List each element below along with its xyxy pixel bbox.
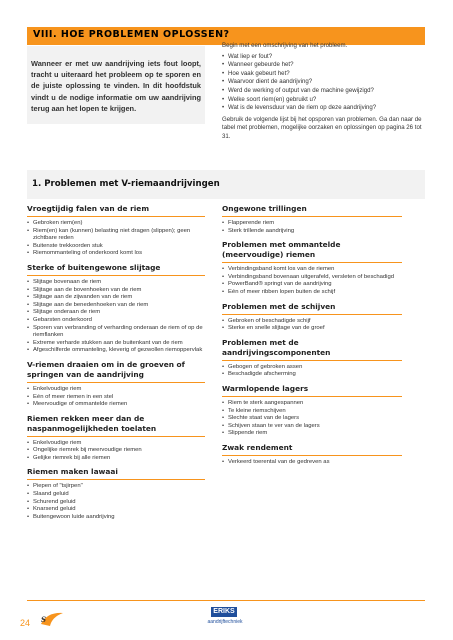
problem-item: • Slijtage onderaan de riem: [27, 309, 205, 317]
problem-item: • Meervoudige of ommantelde riemen: [27, 401, 205, 409]
problem-item: • Schurend geluid: [27, 499, 205, 507]
problem-item: • Slechte staat van de lagers: [222, 415, 402, 423]
problem-group: [27, 360, 205, 409]
problem-item: • Slijtage aan de benedenhoeken van de riem: [27, 302, 205, 310]
problem-group-heading: Problemen met ommantelde (meervoudige) riemen: [222, 240, 402, 263]
problem-group: [27, 263, 205, 355]
problem-group-heading: Ongewone trillingen: [222, 204, 402, 217]
problem-group-heading: Problemen met de aandrijvingscomponenten: [222, 338, 402, 361]
problem-list: [222, 266, 402, 296]
left-column: [27, 204, 205, 526]
problem-item: • Gebogen of gebroken assen: [222, 364, 402, 372]
problem-description-block: [222, 42, 422, 142]
problem-group-heading: Zwak rendement: [222, 443, 402, 456]
eriks-logo-subtitle: aandrijftechniek: [207, 619, 243, 625]
troubleshooting-note: Gebruik de volgende lijst bij het opsporen van problemen. Ga dan naar de tabel met problemen, mogelijke oorzaken en oplossingen op pagina 26 tot 31.: [222, 115, 422, 140]
problem-item: • Riemommanteling of onderkoord komt los: [27, 250, 205, 258]
problem-group: [222, 204, 402, 235]
problem-item: • Sterke en snelle slijtage van de groef: [222, 325, 402, 333]
problem-item: • Enkelvoudige riem: [27, 386, 205, 394]
problem-group: [27, 467, 205, 521]
problem-group: [27, 204, 205, 258]
problem-item: • Beschadigde afscherming: [222, 371, 402, 379]
problem-item: • Eén of meer riemen in een stel: [27, 394, 205, 402]
stoller-logo: [38, 609, 66, 629]
problem-item: • Gebarsten onderkoord: [27, 317, 205, 325]
problem-item: • Gebroken riem(en): [27, 220, 205, 228]
intro-panel: [27, 46, 205, 124]
problem-group-heading: Warmlopende lagers: [222, 384, 402, 397]
eriks-logo-text: ERIKS: [211, 607, 237, 617]
problem-item: • Te kleine riemschijven: [222, 408, 402, 416]
problem-item: • Slijtage bovenaan de riem: [27, 279, 205, 287]
problem-list: [222, 364, 402, 379]
problem-item: • Riem(en) kan (kunnen) belasting niet dragen (slippen); geen zichtbare reden: [27, 228, 205, 243]
question-item: • Welke soort riem(en) gebruikt u?: [222, 96, 422, 105]
question-list: [222, 53, 422, 113]
problem-item: • Verkeerd toerental van de gedreven as: [222, 459, 402, 467]
problem-list: [27, 440, 205, 463]
problem-list: [27, 220, 205, 258]
chapter-title: VIII. HOE PROBLEMEN OPLOSSEN?: [33, 29, 230, 40]
problem-list: [222, 459, 402, 467]
problem-item: • Buitenste trekkoorden stuk: [27, 243, 205, 251]
problem-item: • Enkelvoudige riem: [27, 440, 205, 448]
problem-item: • Ongelijke riemrek bij meervoudige riemen: [27, 447, 205, 455]
problem-item: • Buitengewoon luide aandrijving: [27, 514, 205, 522]
problem-group-heading: Sterke of buitengewone slijtage: [27, 263, 205, 276]
problem-group: [222, 384, 402, 438]
intro-text: Wanneer er met uw aandrijving iets fout loopt, tracht u uiteraard het probleem op te sporen en de juiste oplossing te vinden. In dit hoofdstuk vindt u de nodige informatie om uw aandrijving terug aan het lopen te krijgen.: [31, 59, 201, 113]
problem-item: • Schijven staan te ver van de lagers: [222, 423, 402, 431]
problem-item: • Gelijke riemrek bij alle riemen: [27, 455, 205, 463]
problem-item: • Slijtage aan de bovenhoeken van de riem: [27, 287, 205, 295]
question-item: • Wat is de levensduur van de riem op deze aandrijving?: [222, 104, 422, 113]
problem-item: • Verbindingsband bovenaan uitgerafeld, versleten of beschadigd: [222, 274, 402, 282]
svg-text:S: S: [41, 615, 47, 624]
question-item: • Wat liep er fout?: [222, 53, 422, 62]
section-header-panel: [27, 170, 425, 199]
problem-item: • Slijtage aan de zijwanden van de riem: [27, 294, 205, 302]
problem-group: [222, 338, 402, 379]
problem-description-lead: Begin met een omschrijving van het probleem.: [222, 42, 348, 49]
problem-list: [27, 279, 205, 355]
problem-group: [222, 240, 402, 296]
problem-group-heading: V-riemen draaien om in de groeven of springen van de aandrijving: [27, 360, 205, 383]
problem-group: [222, 443, 402, 467]
problem-item: • Sterk trillende aandrijving: [222, 228, 402, 236]
problem-item: • Verbindingsband komt los van de riemen: [222, 266, 402, 274]
section-title: 1. Problemen met V-riemaandrijvingen: [32, 179, 220, 189]
problem-item: • Afgeschilferde ommanteling, kleverig of gezwollen riemoppervlak: [27, 347, 205, 355]
problem-item: • Knarsend geluid: [27, 506, 205, 514]
problem-list: [27, 483, 205, 521]
footer-divider: [27, 600, 425, 601]
question-item: • Waarvoor dient de aandrijving?: [222, 78, 422, 87]
problem-item: • Gebroken of beschadigde schijf: [222, 318, 402, 326]
problem-list: [222, 318, 402, 333]
page-number: 24: [20, 618, 31, 628]
question-item: • Werd de werking of output van de machine gewijzigd?: [222, 87, 422, 96]
problem-item: • Sporen van verbranding of verharding onderaan de riem of op de riemflanken: [27, 325, 205, 340]
question-item: • Wanneer gebeurde het?: [222, 61, 422, 70]
problem-item: • Flapperende riem: [222, 220, 402, 228]
right-column: [222, 204, 402, 472]
problem-list: [222, 400, 402, 438]
eriks-logo: [203, 607, 247, 631]
problem-item: • PowerBand® springt van de aandrijving: [222, 281, 402, 289]
problem-group-heading: Riemen rekken meer dan de naspanmogelijkheden toelaten: [27, 414, 205, 437]
problem-item: • Riem te sterk aangespannen: [222, 400, 402, 408]
problem-item: • Piepen of "tsjirpen": [27, 483, 205, 491]
question-item: • Hoe vaak gebeurt het?: [222, 70, 422, 79]
problem-item: • Slippende riem: [222, 430, 402, 438]
problem-item: • Eén of meer ribben lopen buiten de schijf: [222, 289, 402, 297]
problem-list: [27, 386, 205, 409]
problem-item: • Extreme verharde stukken aan de buitenkant van de riem: [27, 340, 205, 348]
problem-group-heading: Problemen met de schijven: [222, 302, 402, 315]
problem-group-heading: Vroegtijdig falen van de riem: [27, 204, 205, 217]
problem-group: [27, 414, 205, 463]
problem-group-heading: Riemen maken lawaai: [27, 467, 205, 480]
problem-list: [222, 220, 402, 235]
problem-group: [222, 302, 402, 333]
problem-item: • Slaand geluid: [27, 491, 205, 499]
